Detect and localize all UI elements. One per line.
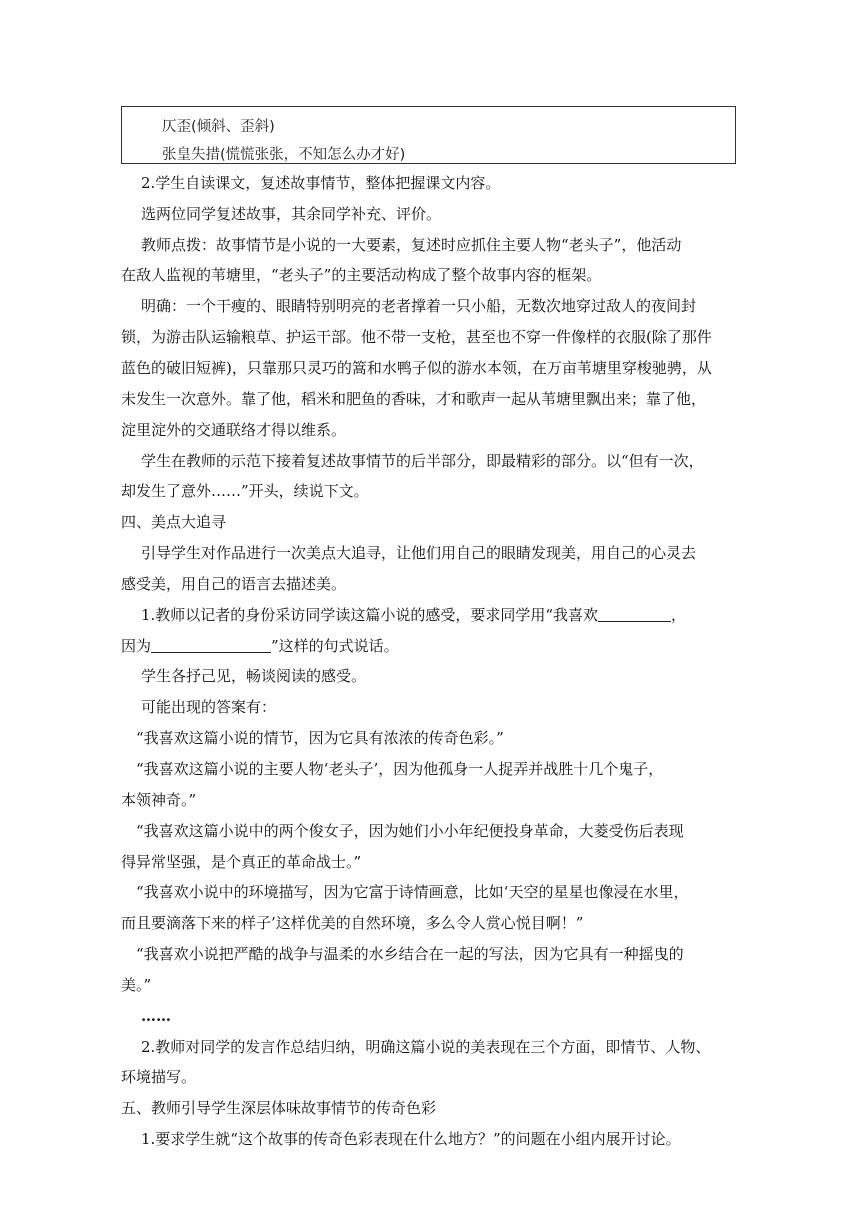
paragraph-line: [0, 939, 860, 969]
paragraph-line: [0, 877, 860, 907]
text: 未发生一次意外。靠了他，稻米和肥鱼的香味，才和歌声一起从苇塘里飘出来；靠了他，: [121, 390, 707, 408]
text: 环境描写。: [121, 1068, 197, 1086]
text: [121, 631, 399, 661]
text: 却发生了意外……”开头，续说下文。: [121, 482, 369, 500]
text: 美。”: [121, 976, 152, 994]
text: 学生各抒己见，畅谈阅读的感受。: [141, 667, 367, 685]
paragraph-line: [0, 600, 860, 630]
paragraph-line: [0, 631, 860, 661]
paragraph-line: [0, 1032, 860, 1062]
text: 引导学生对作品进行一次美点大追寻，让他们用自己的眼睛发现美，用自己的心灵去: [141, 544, 697, 562]
paragraph-line: [0, 260, 860, 290]
vocab-entry: 张皇失措(慌慌张张，不知怎么办才好): [162, 147, 406, 163]
text-part: 因为: [121, 637, 152, 655]
paragraph-line: [0, 908, 860, 938]
vocabulary-box: [121, 106, 736, 164]
paragraph-line: [0, 476, 860, 506]
paragraph-line: [0, 415, 860, 445]
heading-text: 五、教师引导学生深层体味故事情节的传奇色彩: [121, 1099, 437, 1117]
text: 蓝色的破旧短裤)，只靠那只灵巧的篙和水鸭子似的游水本领，在万亩苇塘里穿梭驰骋，从: [121, 359, 712, 377]
text: 得异常坚强，是个真正的革命战士。”: [121, 853, 362, 871]
text: 本领神奇。”: [121, 791, 197, 809]
section-heading: [0, 1093, 860, 1123]
paragraph-line: [0, 692, 860, 722]
paragraph-line: [0, 538, 860, 568]
paragraph-line: [0, 322, 860, 352]
text: 2.教师对同学的发言作总结归纳，明确这篇小说的美表现在三个方面，即情节、人物、: [141, 1038, 711, 1056]
text-part: ”这样的句式说话。: [271, 637, 399, 655]
text: ……: [141, 1007, 171, 1025]
paragraph-line: [0, 353, 860, 383]
text: 教师点拨：故事情节是小说的一大要素，复述时应抓住主要人物“老头子”，他活动: [141, 236, 682, 254]
text: 淀里淀外的交通联络才得以维系。: [121, 421, 347, 439]
text: 而且要滴落下来的样子’这样优美的自然环境，多么令人赏心悦目啊！”: [121, 914, 584, 932]
text: 1.要求学生就“这个故事的传奇色彩表现在什么地方？”的问题在小组内展开讨论。: [141, 1130, 681, 1148]
text-part: ，: [670, 606, 686, 624]
paragraph-line: [0, 168, 860, 198]
text: 感受美，用自己的语言去描述美。: [121, 575, 347, 593]
text: 在敌人监视的苇塘里，“老头子”的主要活动构成了整个故事内容的框架。: [121, 266, 602, 284]
paragraph-line: [0, 384, 860, 414]
paragraph-line: [0, 569, 860, 599]
text: “我喜欢这篇小说中的两个俊女子，因为她们小小年纪便投身革命，大菱受伤后表现: [136, 822, 684, 840]
paragraph-line: [0, 291, 860, 321]
fill-blank: [151, 634, 271, 653]
paragraph-line: [0, 754, 860, 784]
text: 选两位同学复述故事，其余同学补充、评价。: [141, 205, 442, 223]
paragraph-line: [0, 785, 860, 815]
fill-blank: [598, 603, 671, 622]
text: [141, 600, 686, 630]
paragraph-line: [0, 816, 860, 846]
ellipsis-line: [0, 1001, 860, 1031]
text: 明确：一个干瘦的、眼睛特别明亮的老者撑着一只小船，无数次地穿过敌人的夜间封: [141, 297, 697, 315]
paragraph-line: [0, 847, 860, 877]
section-heading: [0, 507, 860, 537]
heading-text: 四、美点大追寻: [121, 513, 227, 531]
text: 锁，为游击队运输粮草、护运干部。他不带一支枪，甚至也不穿一件像样的衣服(除了那件: [121, 328, 712, 346]
paragraph-line: [0, 1062, 860, 1092]
text-part: 1.教师以记者的身份采访同学读这篇小说的感受，要求同学用“我喜欢: [141, 606, 598, 624]
text: “我喜欢小说中的环境描写，因为它富于诗情画意，比如‘天空的星星也像浸在水里，: [136, 883, 689, 901]
paragraph-line: [0, 199, 860, 229]
text: 学生在教师的示范下接着复述故事情节的后半部分，即最精彩的部分。以“但有一次，: [141, 452, 704, 470]
paragraph-line: [0, 230, 860, 260]
paragraph-line: [0, 1124, 860, 1154]
paragraph-line: [0, 970, 860, 1000]
paragraph-line: [0, 723, 860, 753]
text: “我喜欢小说把严酷的战争与温柔的水乡结合在一起的写法，因为它具有一种摇曳的: [136, 945, 684, 963]
text: 2.学生自读课文，复述故事情节，整体把握课文内容。: [141, 174, 501, 192]
text: “我喜欢这篇小说的情节，因为它具有浓浓的传奇色彩。”: [136, 729, 504, 747]
text: “我喜欢这篇小说的主要人物‘老头子’，因为他孤身一人捉弄并战胜十几个鬼子，: [136, 760, 664, 778]
text: 可能出现的答案有：: [141, 698, 277, 716]
paragraph-line: [0, 661, 860, 691]
vocab-entry: 仄歪(倾斜、歪斜): [162, 119, 275, 135]
paragraph-line: [0, 446, 860, 476]
